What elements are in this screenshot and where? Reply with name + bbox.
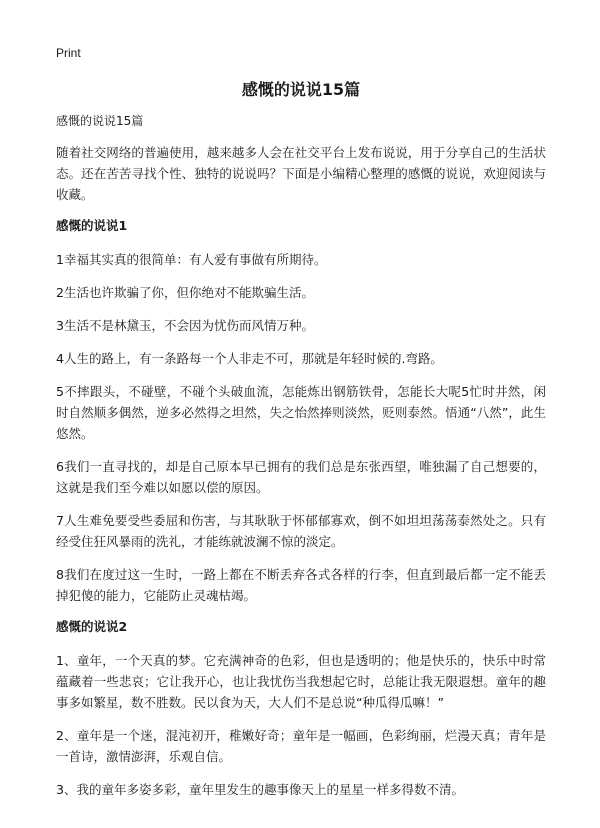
print-link[interactable]: Print xyxy=(56,46,81,60)
paragraph: 2、童年是一个迷，混沌初开，稚嫩好奇；童年是一幅画，色彩绚丽，烂漫天真；青年是一首诗，激情澎湃，乐观自信。 xyxy=(56,728,546,764)
paragraph: 1幸福其实真的很简单：有人爱有事做有所期待。 xyxy=(56,252,327,267)
paragraph: 4人生的路上，有一条路每一个人非走不可，那就是年轻时候的.弯路。 xyxy=(56,351,443,366)
paragraph: 3生活不是林黛玉，不会因为忧伤而风情万种。 xyxy=(56,318,314,333)
document-subtitle: 感慨的说说15篇 xyxy=(56,114,144,128)
paragraph: 8我们在度过这一生时，一路上都在不断丢弃各式各样的行李，但直到最后都一定不能丢掉犯傻的能力，它能防止灵魂枯竭。 xyxy=(56,567,546,603)
paragraph: 2生活也许欺骗了你，但你绝对不能欺骗生活。 xyxy=(56,285,314,300)
document-title: 感慨的说说15篇 xyxy=(241,80,361,99)
intro-paragraph: 随着社交网络的普遍使用，越来越多人会在社交平台上发布说说，用于分享自己的生活状态。还在苦苦寻找个性、独特的说说吗？下面是小编精心整理的感慨的说说，欢迎阅读与收藏。 xyxy=(56,145,546,202)
paragraph: 1、童年，一个天真的梦。它充满神奇的色彩，但也是透明的；他是快乐的，快乐中时常蕴藏着一些悲哀；它让我开心，也让我忧伤当我想起它时，总能让我无限遐想。童年的趣事多如繁星，数不胜数。民以食为天，大人们不是总说“种瓜得瓜嘛！” xyxy=(56,653,546,710)
section-heading-1: 感慨的说说1 xyxy=(56,218,128,233)
paragraph: 5不摔跟头，不碰壁，不碰个头破血流，怎能炼出钢筋铁骨，怎能长大呢5忙时井然，闲时自然顺多偶然，逆多必然得之坦然，失之怡然捧则淡然，贬则泰然。悟通“八然”，此生悠然。 xyxy=(56,384,546,441)
paragraph: 6我们一直寻找的，却是自己原本早已拥有的我们总是东张西望，唯独漏了自己想要的，这就是我们至今难以如愿以偿的原因。 xyxy=(56,459,546,495)
section-heading-2: 感慨的说说2 xyxy=(56,619,128,634)
paragraph: 7人生难免要受些委屈和伤害，与其耿耿于怀郁郁寡欢，倒不如坦坦荡荡泰然处之。只有经受住狂风暴雨的洗礼，才能练就波澜不惊的淡定。 xyxy=(56,513,546,549)
document-body xyxy=(56,78,546,812)
paragraph: 3、我的童年多姿多彩，童年里发生的趣事像天上的星星一样多得数不清。 xyxy=(56,782,464,797)
